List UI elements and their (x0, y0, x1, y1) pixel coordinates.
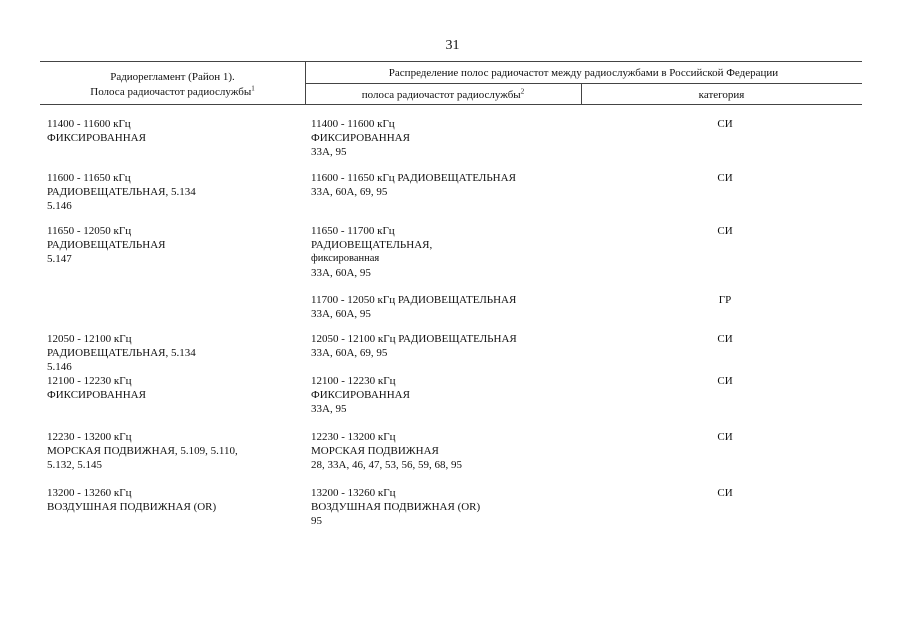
row-4-category: ГР (718, 294, 732, 306)
row-5-category: СИ (717, 333, 733, 345)
row-2-category: СИ (717, 172, 733, 184)
header-subdivider-rule (305, 83, 862, 84)
row-6-left-line-1: 12100 - 12230 кГц (47, 375, 132, 387)
row-3-right-line-4: 33А, 60А, 95 (311, 267, 371, 279)
row-8-right (311, 486, 480, 528)
row-5-right (311, 332, 517, 360)
page-number: 31 (445, 38, 460, 53)
row-2-left-line-3: 5.146 (47, 200, 72, 212)
row-4-right-line-2: 33А, 60А, 95 (311, 308, 371, 320)
header-right-band-label: полоса радиочастот радиослужбы (361, 89, 521, 101)
row-3-category: СИ (717, 225, 733, 237)
row-5-left-line-3: 5.146 (47, 361, 72, 373)
row-2-right (311, 171, 516, 199)
row-8-left (47, 486, 216, 514)
row-5-left-line-2: РАДИОВЕЩАТЕЛЬНАЯ, 5.134 (47, 347, 196, 359)
row-7-left (47, 430, 238, 472)
row-7-category: СИ (717, 431, 733, 443)
row-3-left-line-1: 11650 - 12050 кГц (47, 225, 132, 237)
row-1-right-line-1: 11400 - 11600 кГц (311, 118, 395, 130)
row-8-right-line-1: 13200 - 13260 кГц (311, 487, 396, 499)
row-7-left-line-3: 5.132, 5.145 (47, 459, 102, 471)
row-5-left-line-1: 12050 - 12100 кГц (47, 333, 132, 345)
table-header-bottom-rule (40, 104, 862, 105)
row-1-right (311, 117, 410, 159)
row-1-left (47, 117, 146, 145)
header-left-footnote: 1 (251, 84, 255, 93)
row-1-category: СИ (717, 118, 733, 130)
header-category-column: категория (698, 89, 745, 101)
row-7-left-line-2: МОРСКАЯ ПОДВИЖНАЯ, 5.109, 5.110, (47, 445, 238, 457)
row-6-left-line-2: ФИКСИРОВАННАЯ (47, 389, 146, 401)
row-8-right-line-3: 95 (311, 515, 322, 527)
header-right-footnote: 2 (520, 87, 525, 96)
table-top-rule (40, 61, 862, 62)
row-7-right (311, 430, 462, 472)
header-right-title: Распределение полос радиочастот между радиослужбами в Российской Федерации (388, 67, 779, 79)
row-6-left (47, 374, 146, 402)
row-6-right-line-1: 12100 - 12230 кГц (311, 375, 396, 387)
row-3-right-line-2: РАДИОВЕЩАТЕЛЬНАЯ, (311, 239, 433, 251)
row-2-right-line-2: 33А, 60А, 69, 95 (311, 186, 388, 198)
header-left-line1: Радиорегламент (Район 1). (110, 71, 235, 83)
row-3-left-line-2: РАДИОВЕЩАТЕЛЬНАЯ (47, 239, 166, 251)
row-8-left-line-2: ВОЗДУШНАЯ ПОДВИЖНАЯ (OR) (47, 501, 217, 513)
header-right-band-column (305, 88, 581, 103)
header-left (40, 70, 305, 100)
row-4-right-line-1: 11700 - 12050 кГц РАДИОВЕЩАТЕЛЬНАЯ (311, 294, 517, 306)
row-4-right (311, 293, 516, 321)
row-2-left-line-1: 11600 - 11650 кГц (47, 172, 131, 184)
row-2-left-line-2: РАДИОВЕЩАТЕЛЬНАЯ, 5.134 (47, 186, 196, 198)
row-7-right-line-3: 28, 33А, 46, 47, 53, 56, 59, 68, 95 (311, 459, 462, 471)
row-1-left-line-1: 11400 - 11600 кГц (47, 118, 131, 130)
row-6-right-line-3: 33А, 95 (311, 403, 347, 415)
row-7-right-line-2: МОРСКАЯ ПОДВИЖНАЯ (311, 445, 439, 457)
row-1-right-line-2: ФИКСИРОВАННАЯ (311, 132, 410, 144)
row-3-left-line-3: 5.147 (47, 253, 72, 265)
row-6-right (311, 374, 410, 416)
row-7-left-line-1: 12230 - 13200 кГц (47, 431, 132, 443)
row-1-right-line-3: 33А, 95 (311, 146, 347, 158)
row-2-right-line-1: 11600 - 11650 кГц РАДИОВЕЩАТЕЛЬНАЯ (311, 172, 516, 184)
row-2-left (47, 171, 196, 213)
row-5-left (47, 332, 196, 374)
row-3-right-line-3: фиксированная (311, 253, 380, 264)
row-3-right (311, 224, 432, 280)
row-5-right-line-1: 12050 - 12100 кГц РАДИОВЕЩАТЕЛЬНАЯ (311, 333, 517, 345)
row-6-right-line-2: ФИКСИРОВАННАЯ (311, 389, 410, 401)
row-7-right-line-1: 12230 - 13200 кГц (311, 431, 396, 443)
row-3-right-line-1: 11650 - 11700 кГц (311, 225, 395, 237)
row-3-left (47, 224, 165, 266)
row-8-left-line-1: 13200 - 13260 кГц (47, 487, 132, 499)
header-left-line2: Полоса радиочастот радиослужбы (90, 86, 252, 98)
row-5-right-line-2: 33А, 60А, 69, 95 (311, 347, 388, 359)
row-1-left-line-2: ФИКСИРОВАННАЯ (47, 132, 146, 144)
row-6-category: СИ (717, 375, 733, 387)
row-8-right-line-2: ВОЗДУШНАЯ ПОДВИЖНАЯ (OR) (311, 501, 481, 513)
row-8-category: СИ (717, 487, 733, 499)
